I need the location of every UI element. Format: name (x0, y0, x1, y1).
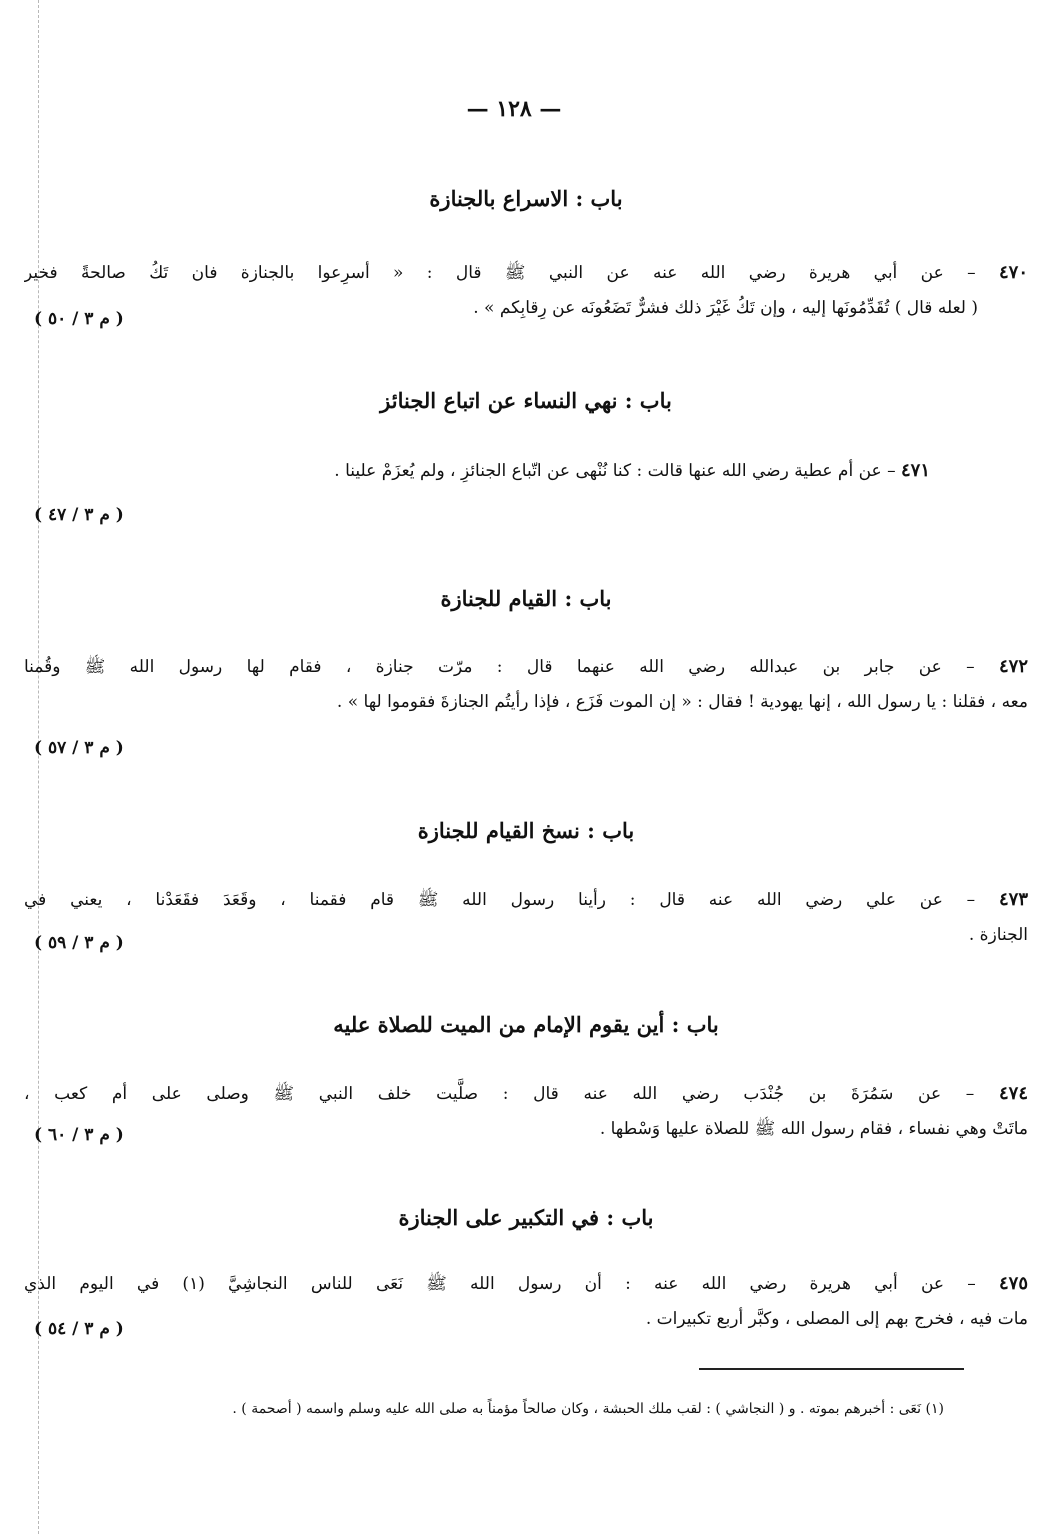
hadith-line: معه ، فقلنا : يا رسول الله ، إنها يهودية ! فقال : « إن الموت فَزَع ، فإذا رأيتُم الجنازةَ فقوموا لها » . (336, 692, 1028, 712)
hadith-474 (24, 1076, 1028, 1147)
hadith-line: ( لعله قال ) تُقَدِّمُونَها إليه ، وإن تَكُ غَيْرَ ذلك فشرٌّ تَضَعُونَه عن رِقابِكم » . (473, 298, 978, 318)
section-heading: باب : نهي النساء عن اتباع الجنائز (380, 388, 672, 413)
section-heading: باب : الاسراع بالجنازة (429, 186, 623, 211)
hadith-number: ٤٧٠ (998, 262, 1028, 283)
hadith-text: – عن سَمُرَةَ بن جُنْدَب رضي الله عنه قال : صلَّيت خلف النبي ﷺ وصلى على أم كعب ، (24, 1084, 975, 1104)
hadith-number: ٤٧١ (900, 460, 930, 481)
hadith-text: – عن أبي هريرة رضي الله عنه : أن رسول الله ﷺ نَعَى للناس النجاشِيَّ (١) في اليوم الذي (24, 1274, 976, 1294)
hadith-470 (24, 255, 1028, 326)
hadith-text: – عن أم عطية رضي الله عنها قالت : كنا نُنْهى عن اتّباع الجنائزِ ، ولم يُعزَمْ علينا . (334, 461, 896, 481)
source-reference: ( م ٣ / ٥٧ ) (34, 738, 124, 758)
hadith-line: الجنازة . (968, 925, 1028, 945)
source-reference: ( م ٣ / ٥٠ ) (34, 309, 124, 329)
hadith-text: – عن جابر بن عبدالله رضي الله عنهما قال : مرّت جنازة ، فقام لها رسول الله ﷺ وقُمنا (24, 657, 975, 677)
section-heading: باب : أين يقوم الإمام من الميت للصلاة عليه (333, 1012, 719, 1037)
hadith-number: ٤٧٤ (998, 1083, 1028, 1104)
source-reference: ( م ٣ / ٥٩ ) (34, 933, 124, 953)
source-reference: ( م ٣ / ٤٧ ) (34, 505, 124, 525)
hadith-line (24, 1266, 1028, 1302)
hadith-473 (24, 882, 1028, 953)
hadith-line (24, 649, 1028, 685)
footnote-separator (699, 1368, 964, 1370)
source-reference: ( م ٣ / ٦٠ ) (34, 1125, 124, 1145)
hadith-text: – عن أبي هريرة رضي الله عنه عن النبي ﷺ قال : « أسرِعوا بالجنازة فان تَكُ صالحةً فخير (24, 263, 976, 283)
section-heading: باب : في التكبير على الجنازة (398, 1205, 654, 1230)
hadith-number: ٤٧٣ (999, 889, 1028, 910)
hadith-475 (24, 1266, 1028, 1337)
hadith-number: ٤٧٥ (998, 1273, 1028, 1294)
hadith-472 (24, 649, 1028, 720)
source-reference: ( م ٣ / ٥٤ ) (34, 1319, 124, 1339)
section-heading: باب : نسخ القيام للجنازة (417, 818, 635, 843)
footnote: (١) نَعَى : أخبرهم بموته . و ( النجاشي ) : لقب ملك الحبشة ، وكان صالحاً مؤمناً به صلى الله عليه وسلم واسمه ( أصحمة ) . (232, 1401, 944, 1417)
hadith-471 (24, 453, 1028, 489)
hadith-number: ٤٧٢ (998, 656, 1028, 677)
hadith-line: ماتَتْ وهي نفساء ، فقام رسول الله ﷺ للصلاة عليها وَسْطها . (599, 1119, 1028, 1139)
hadith-line (24, 882, 1028, 918)
hadith-line (24, 255, 1028, 291)
document-page (24, 0, 1028, 1534)
hadith-line (24, 1076, 1028, 1112)
hadith-line: مات فيه ، فخرج بهم إلى المصلى ، وكبَّر أربع تكبيرات . (645, 1309, 1028, 1329)
hadith-line (24, 453, 1028, 489)
page-number: — ١٢٨ — (466, 96, 562, 122)
section-heading: باب : القيام للجنازة (440, 586, 612, 611)
hadith-text: – عن علي رضي الله عنه قال : رأينا رسول الله ﷺ قام فقمنا ، وقَعَدَ فقَعَدْنا ، يعني في (24, 890, 976, 910)
